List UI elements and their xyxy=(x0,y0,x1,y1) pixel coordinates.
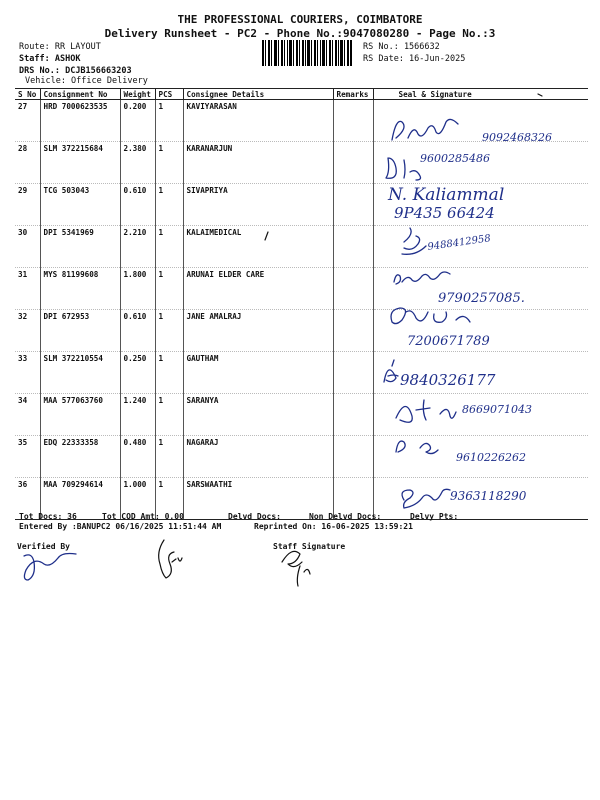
rs-number: RS No.: 1566632 xyxy=(363,42,440,52)
sno: 33 xyxy=(15,352,40,394)
sno: 30 xyxy=(15,226,40,268)
signature-scribble xyxy=(386,158,421,180)
col-consignment: Consignment No xyxy=(40,89,120,100)
consignee: KALAIMEDICAL xyxy=(183,226,333,268)
pcs: 1 xyxy=(155,394,183,436)
weight: 0.610 xyxy=(120,310,155,352)
tot-docs: Tot Docs: 36 xyxy=(19,512,77,521)
rs-date: RS Date: 16-Jun-2025 xyxy=(363,54,466,64)
handwritten-phone: 9P435 66424 xyxy=(394,204,495,222)
pcs: 1 xyxy=(155,226,183,268)
consignment-no: DPI 5341969 xyxy=(40,226,120,268)
consignment-no: DPI 672953 xyxy=(40,310,120,352)
pcs: 1 xyxy=(155,268,183,310)
handwritten-phone: 9840326177 xyxy=(400,371,496,389)
staff-signature-label: Staff Signature xyxy=(273,542,346,551)
weight: 1.240 xyxy=(120,394,155,436)
signature-scribble xyxy=(402,489,450,508)
consignee: KAVIYARASAN xyxy=(183,100,333,142)
handwritten-phone: 9790257085. xyxy=(438,291,525,306)
handwritten-phone: 8669071043 xyxy=(462,403,532,416)
staff-label: Staff: xyxy=(19,54,50,64)
pcs: 1 xyxy=(155,352,183,394)
consignment-no: HRD 7000623535 xyxy=(40,100,120,142)
handwritten-phone: 9610226262 xyxy=(456,451,526,464)
signature-scribble xyxy=(384,360,398,382)
sno: 35 xyxy=(15,436,40,478)
verified-by-signature xyxy=(24,554,76,581)
pen-mark xyxy=(538,94,542,96)
sno: 32 xyxy=(15,310,40,352)
pcs: 1 xyxy=(155,100,183,142)
consignment-no: SLM 372210554 xyxy=(40,352,120,394)
consignment-no: MAA 709294614 xyxy=(40,478,120,520)
sno: 36 xyxy=(15,478,40,520)
pcs: 1 xyxy=(155,184,183,226)
consignment-no: SLM 372215684 xyxy=(40,142,120,184)
consignee: ARUNAI ELDER CARE xyxy=(183,268,333,310)
delvy-pts: Delvy Pts: xyxy=(410,512,459,521)
delvd-docs: Delvd Docs: xyxy=(228,512,281,521)
signature-scribble xyxy=(396,441,438,453)
sno: 29 xyxy=(15,184,40,226)
consignee: GAUTHAM xyxy=(183,352,333,394)
col-consignee: Consignee Details xyxy=(183,89,333,100)
sno: 31 xyxy=(15,268,40,310)
handwritten-name: N. Kaliammal xyxy=(388,185,505,205)
weight: 1.000 xyxy=(120,478,155,520)
signature-scribble xyxy=(391,308,470,324)
col-sno: S No xyxy=(15,89,40,100)
col-signature: Seal & Signature xyxy=(373,89,588,100)
sno: 28 xyxy=(15,142,40,184)
verified-by-label: Verified By xyxy=(17,542,70,551)
pcs: 1 xyxy=(155,436,183,478)
consignee: NAGARAJ xyxy=(183,436,333,478)
consignee: JANE AMALRAJ xyxy=(183,310,333,352)
consignment-no: TCG 503043 xyxy=(40,184,120,226)
col-pcs: PCS xyxy=(155,89,183,100)
drs-label: DRS No.: xyxy=(19,66,60,76)
handwritten-phone: 9600285486 xyxy=(420,152,490,165)
signature-scribble xyxy=(396,400,456,422)
weight: 2.380 xyxy=(120,142,155,184)
drs-number: DCJB156663203 xyxy=(65,66,132,76)
handwritten-phone: 9363118290 xyxy=(450,489,527,503)
non-delvd-docs: Non Delvd Docs: xyxy=(309,512,382,521)
middle-signature xyxy=(159,540,182,578)
sno: 27 xyxy=(15,100,40,142)
col-weight: Weight xyxy=(120,89,155,100)
handwritten-phone: 9092468326 xyxy=(482,131,552,144)
handwritten-phone: 7200671789 xyxy=(407,334,490,349)
consignee: SARANYA xyxy=(183,394,333,436)
entered-by: Entered By :BANUPC2 06/16/2025 11:51:44 AM xyxy=(19,522,222,531)
consignee: SIVAPRIYA xyxy=(183,184,333,226)
weight: 0.610 xyxy=(120,184,155,226)
consignee: KARANARJUN xyxy=(183,142,333,184)
signature-scribble xyxy=(392,119,458,140)
weight: 0.480 xyxy=(120,436,155,478)
signature-scribble xyxy=(402,228,426,254)
consignee: SARSWAATHI xyxy=(183,478,333,520)
weight: 0.250 xyxy=(120,352,155,394)
route: Route: RR LAYOUT xyxy=(19,42,101,52)
pcs: 1 xyxy=(155,310,183,352)
pen-mark xyxy=(265,232,268,240)
signature-scribble xyxy=(394,272,450,284)
reprinted-on: Reprinted On: 16-06-2025 13:59:21 xyxy=(254,522,413,531)
consignment-no: MAA 577063760 xyxy=(40,394,120,436)
company-title: THE PROFESSIONAL COURIERS, COIMBATORE xyxy=(177,13,423,26)
weight: 2.210 xyxy=(120,226,155,268)
sno: 34 xyxy=(15,394,40,436)
consignment-no: MYS 81199608 xyxy=(40,268,120,310)
weight: 0.200 xyxy=(120,100,155,142)
consignment-no: EDQ 22333358 xyxy=(40,436,120,478)
staff-signature-scrawl xyxy=(282,551,310,586)
runsheet-subtitle: Delivery Runsheet - PC2 - Phone No.:9047080280 - Page No.:3 xyxy=(104,27,496,40)
pcs: 1 xyxy=(155,478,183,520)
vehicle: Vehicle: Office Delivery xyxy=(25,76,148,86)
weight: 1.800 xyxy=(120,268,155,310)
handwritten-phone: 9488412958 xyxy=(426,233,492,253)
tot-cod-amt: Tot COD Amt: 0.00 xyxy=(102,512,184,521)
col-remarks: Remarks xyxy=(333,89,373,100)
staff-name: ASHOK xyxy=(54,54,81,64)
pcs: 1 xyxy=(155,142,183,184)
